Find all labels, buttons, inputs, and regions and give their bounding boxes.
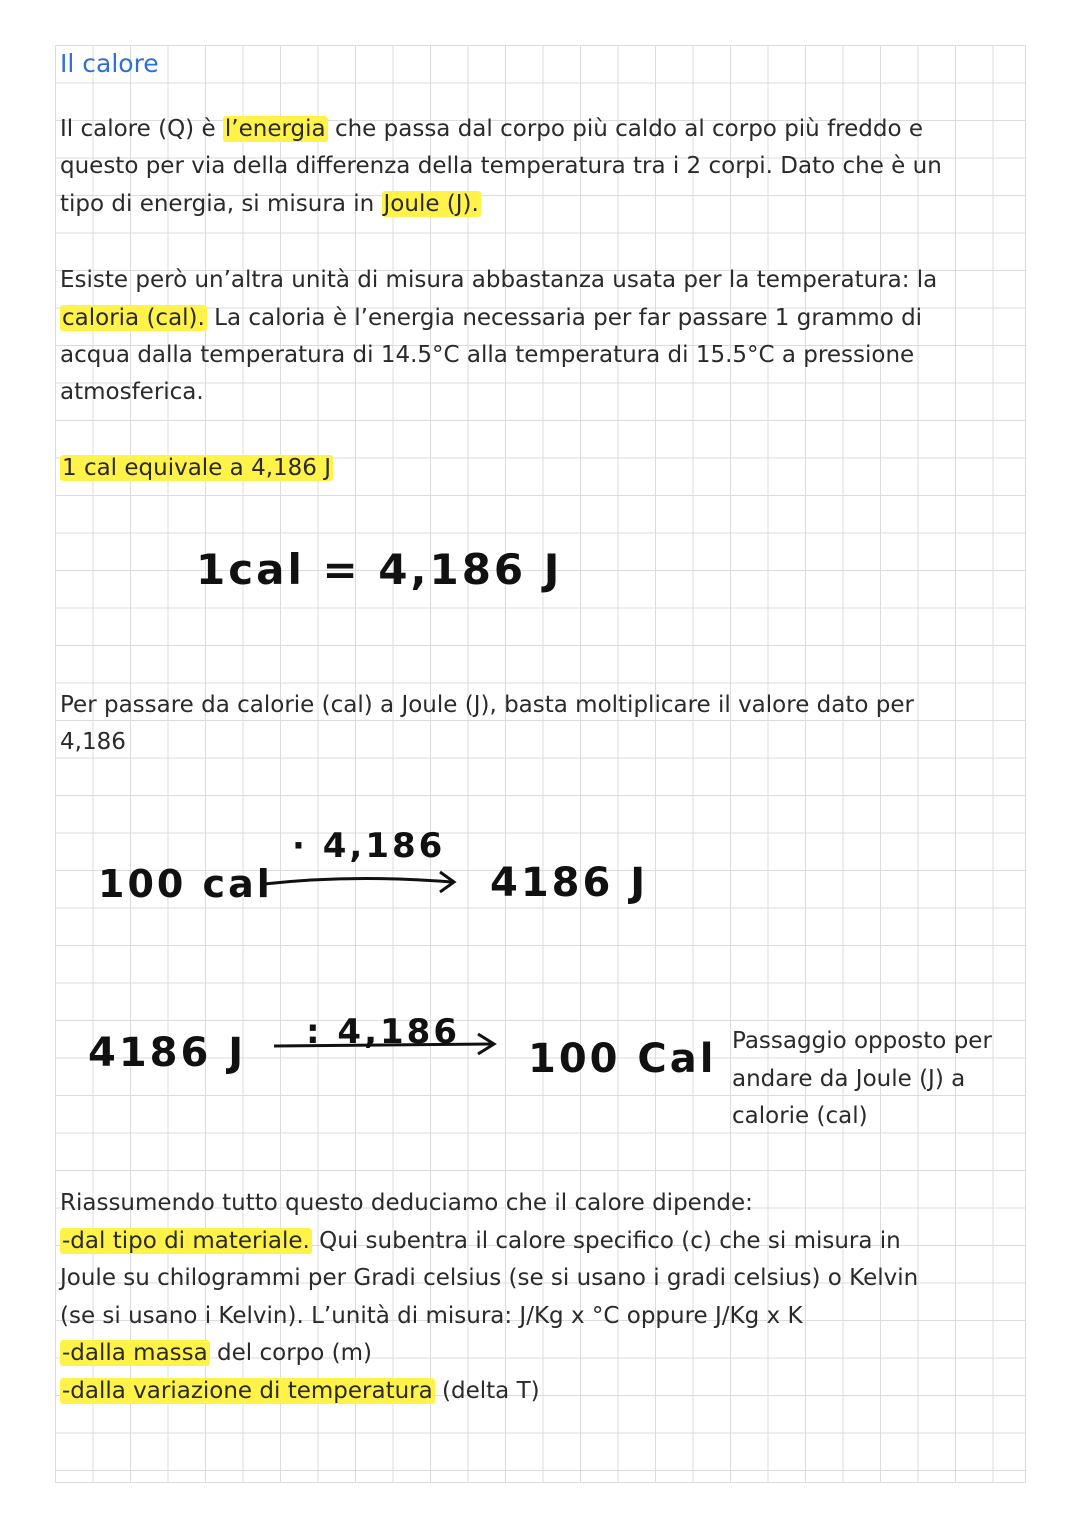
para2-line2 <box>60 300 922 338</box>
highlight: 1 cal equivale a 4,186 J <box>62 455 332 481</box>
summary-line2 <box>60 1223 901 1261</box>
text: che passa dal corpo più caldo al corpo più freddo e <box>327 116 924 142</box>
text: del corpo (m) <box>209 1340 373 1366</box>
text: Qui subentra il calore specifico (c) che si misura in <box>311 1228 901 1254</box>
example1-operator: · 4,186 <box>292 826 446 866</box>
conversion-line2: 4,186 <box>60 729 126 755</box>
highlight: Joule (J). <box>383 191 479 217</box>
para1-line3 <box>60 186 481 224</box>
summary-line3: Joule su chilogrammi per Gradi celsius (se si usano i gradi celsius) o Kelvin <box>60 1265 919 1291</box>
side-note-line1: Passaggio opposto per <box>732 1028 992 1054</box>
highlight: -dal tipo di materiale. <box>62 1228 310 1254</box>
summary-line5 <box>60 1335 372 1373</box>
para2-line3: acqua dalla temperatura di 14.5°C alla temperatura di 15.5°C a pressione <box>60 342 915 368</box>
highlight: caloria (cal). <box>62 305 205 331</box>
para2-line1: Esiste però un’altra unità di misura abbastanza usata per la temperatura: la <box>60 267 938 293</box>
summary-line4: (se si usano i Kelvin). L’unità di misura: J/Kg x °C oppure J/Kg x K <box>60 1303 803 1329</box>
example2-right: 100 Cal <box>528 1036 717 1082</box>
handwritten-equation: 1cal = 4,186 J <box>196 545 563 594</box>
equivalence-line <box>60 450 333 488</box>
text: (delta T) <box>434 1378 540 1404</box>
text: tipo di energia, si misura in <box>60 191 382 217</box>
summary-line1: Riassumendo tutto questo deduciamo che il calore dipende: <box>60 1190 753 1216</box>
para1-line1 <box>60 111 923 149</box>
highlight: -dalla massa <box>62 1340 208 1366</box>
side-note-line2: andare da Joule (J) a <box>732 1066 966 1092</box>
side-note-line3: calorie (cal) <box>732 1103 868 1129</box>
arrow-right-icon <box>272 1030 502 1060</box>
text: La caloria è l’energia necessaria per far passare 1 grammo di <box>206 305 923 331</box>
summary-line6 <box>60 1373 540 1411</box>
arrow-right-icon <box>262 868 462 898</box>
text: Il calore (Q) è <box>60 116 223 142</box>
example2-operator: : 4,186 <box>306 1012 460 1052</box>
conversion-line1: Per passare da calorie (cal) a Joule (J), basta moltiplicare il valore dato per <box>60 692 914 718</box>
page-title: Il calore <box>60 49 159 78</box>
highlight: -dalla variazione di temperatura <box>62 1378 433 1404</box>
example2-left: 4186 J <box>88 1030 247 1076</box>
example1-right: 4186 J <box>490 860 649 906</box>
para2-line4: atmosferica. <box>60 379 204 405</box>
highlight: l’energia <box>224 116 326 142</box>
para1-line2: questo per via della differenza della temperatura tra i 2 corpi. Dato che è un <box>60 153 942 179</box>
example1-left: 100 cal <box>98 862 273 906</box>
